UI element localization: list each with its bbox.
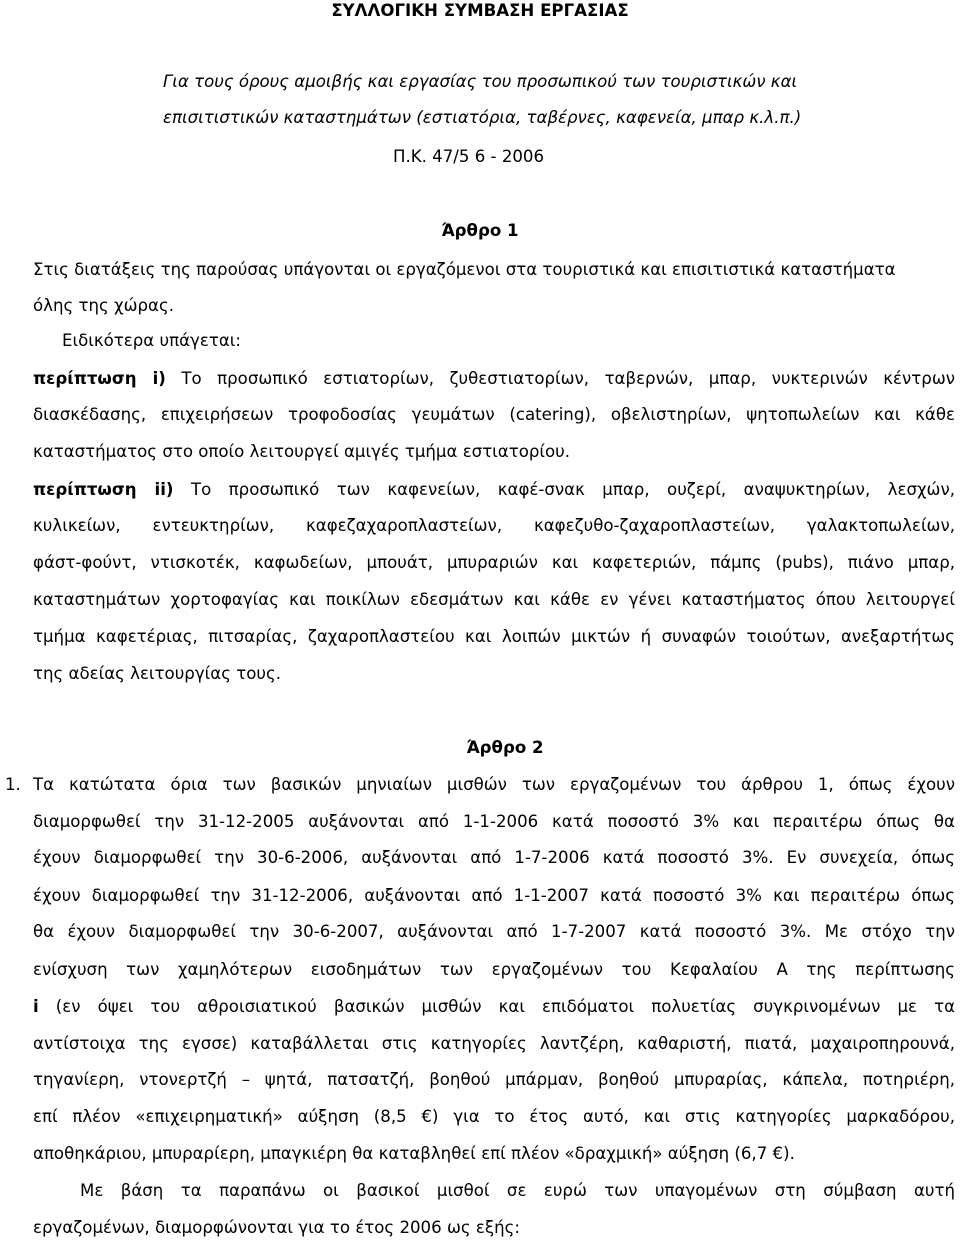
subtitle-reference: Π.Κ. 47/5 6 - 2006 (393, 147, 545, 166)
article-1-heading: Άρθρο 1 (441, 221, 519, 240)
article-1-specific: Ειδικότερα υπάγεται: (62, 331, 241, 350)
article-1-intro-line-1: Στις διατάξεις της παρούσας υπάγονται οι εργαζόμενοι στα τουριστικά και επισιτιστικά καταστήματα (33, 260, 896, 279)
subtitle-line-2: επισιτιστικών καταστημάτων (εστιατόρια, ταβέρνες, καφενεία, μπαρ κ.λ.π.) (163, 108, 802, 127)
article-2-line-6: ενίσχυση των χαμηλότερων εισοδημάτων των εργαζομένων του Κεφαλαίου Α της περίπτωσης (33, 960, 955, 979)
article-1-intro-line-2: όλης της χώρας. (33, 296, 174, 315)
article-2-line-3: έχουν διαμορφωθεί την 30-6-2006, αυξάνονται από 1-7-2006 κατά ποσοστό 3%. Εν συνεχεία, όπως (33, 848, 955, 867)
article-2-line-4: έχουν διαμορφωθεί την 31-12-2006, αυξάνονται από 1-1-2007 κατά ποσοστό 3% και περαιτέρω όπως (33, 886, 955, 905)
article-2-line-10: επί πλέον «επιχειρηματική» αύξηση (8,5 €) για το έτος αυτό, και στις κατηγορίες μαρκαδόρου, (33, 1107, 955, 1126)
case-ii-line-2: κυλικείων, εντευκτηρίων, καφεζαχαροπλαστείων, καφεζυθο-ζαχαροπλαστείων, γαλακτοπωλείων, (33, 516, 955, 535)
case-i-label: περίπτωση i) (33, 369, 166, 388)
article-2-line-2: διαμορφωθεί την 31-12-2005 αυξάνονται από 1-1-2006 κατά ποσοστό 3% και περαιτέρω όπως θα (33, 812, 955, 831)
article-2-line-8: αντίστοιχα της εγσσε) καταβάλλεται στις κατηγορίες λαντζέρη, καθαριστή, πιατά, μαχαιροπηρουνά, (33, 1034, 955, 1053)
case-ii-label: περίπτωση ii) (33, 480, 174, 499)
article-2-line-7: i (εν όψει του αθροισιατικού βασικών μισθών και επιδόματοι πολυετίας συγκρινομένων με τα (33, 997, 956, 1016)
case-i-reference: i (33, 997, 39, 1016)
article-2-line-1: Τα κατώτατα όρια των βασικών μηνιαίων μισθών των εργαζομένων του άρθρου 1, όπως έχουν (33, 775, 955, 794)
case-i-line-3: καταστήματος στο οποίο λειτουργεί αμιγές τμήμα εστιατορίου. (33, 442, 571, 461)
article-2-line-9: τηγανίερη, ντονερτζή – ψητά, πατσατζή, βοηθού μπάρμαν, βοηθού μπυραρίας, κάπελα, ποτηριέρη, (33, 1070, 955, 1089)
article-2-line-5: θα έχουν διαμορφωθεί την 30-6-2007, αυξάνονται από 1-7-2007 κατά ποσοστό 3%. Με στόχο την (33, 922, 955, 941)
case-i-line-1: περίπτωση i) Το προσωπικό εστιατορίων, ζυθεστιατορίων, ταβερνών, μπαρ, νυκτερινών κέντρων (33, 369, 955, 388)
subtitle-line-1: Για τους όρους αμοιβής και εργασίας του προσωπικού των τουριστικών και (163, 72, 798, 91)
article-2-para-2-line-1: Με βάση τα παραπάνω οι βασικοί μισθοί σε ευρώ των υπαγομένων στη σύμβαση αυτή (80, 1181, 955, 1200)
paragraph-number: 1. (5, 775, 21, 794)
document-title: ΣΥΛΛΟΓΙΚΗ ΣΥΜΒΑΣΗ ΕΡΓΑΣΙΑΣ (331, 1, 629, 20)
case-ii-line-4: καταστημάτων χορτοφαγίας και ποικίλων εδεσμάτων και κάθε εν γένει καταστήματος όπου λειτουργεί (33, 590, 955, 609)
case-ii-line-1: περίπτωση ii) Το προσωπικό των καφενείων, καφέ-σνακ μπαρ, ουζερί, αναψυκτηρίων, λεσχών, (33, 480, 955, 499)
article-2-line-11: αποθηκάριου, μπυραρίερη, μπαγκιέρη θα καταβληθεί επί πλέον «δραχμική» αύξηση (6,7 €). (33, 1144, 795, 1163)
case-i-line-2: διασκέδασης, επιχειρήσεων τροφοδοσίας γευμάτων (catering), οβελιστηρίων, ψητοπωλείων και κάθε (33, 405, 955, 424)
case-ii-line-3: φάστ-φούντ, ντισκοτέκ, καφωδείων, μπουάτ, μπυραριών και καφετεριών, πάμπς (pubs), πιάνο μπαρ, (33, 553, 955, 572)
article-2-para-2-line-2: εργαζομένων, διαμορφώνονται για το έτος 2006 ως εξής: (33, 1218, 520, 1237)
case-ii-line-6: της αδείας λειτουργίας τους. (33, 664, 281, 683)
case-ii-line-5: τμήμα καφετέριας, πιτσαρίας, ζαχαροπλαστείου και λοιπών μικτών ή συναφών τοιούτων, ανεξαρτήτως (33, 627, 955, 646)
article-2-heading: Άρθρο 2 (466, 738, 544, 757)
